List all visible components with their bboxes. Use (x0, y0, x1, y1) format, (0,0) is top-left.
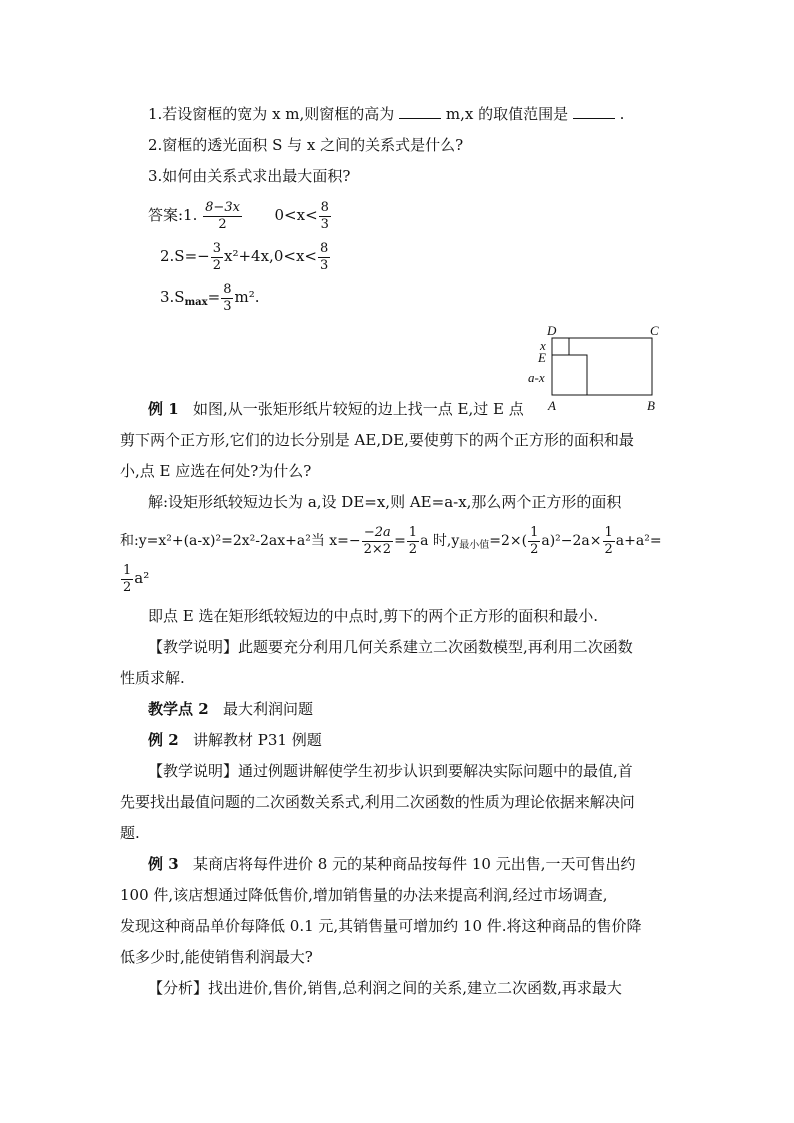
teaching-note-1: 【教学说明】此题要充分利用几何关系建立二次函数模型,再利用二次函数 (148, 638, 633, 656)
question-2: 2.窗框的透光面积 S 与 x 之间的关系式是什么? (148, 136, 464, 154)
answer-1: 答案:1. $\frac{8-3x}{2}$ 0<x< $\frac{8}{3}$ (148, 199, 329, 232)
label-b: B (647, 398, 655, 413)
example-1-line-2: 剪下两个正方形,它们的边长分别是 AE,DE,要使剪下的两个正方形的面积和最 (120, 431, 634, 449)
fraction: $\frac{8}{3}$ (319, 240, 329, 273)
answer-3: $3.S_{max}=$ $\frac{8}{3}$ m². (160, 281, 260, 314)
label-a: A (548, 398, 556, 413)
solution-line-1: 解:设矩形纸较短边长为 a,设 DE=x,则 AE=a-x,那么两个正方形的面积 (148, 493, 622, 511)
teaching-note-2: 【教学说明】通过例题讲解使学生初步认识到要解决实际问题中的最值,首 (148, 762, 633, 780)
example-3-line-4: 低多少时,能使销售利润最大? (120, 948, 313, 966)
fraction: $\frac{8}{3}$ (223, 281, 232, 314)
fraction: $\frac{1}{2}$ (123, 562, 132, 595)
teaching-note-2-cont: 先要找出最值问题的二次函数关系式,利用二次函数的性质为理论依据来解决问 (120, 793, 635, 811)
example-1-line-3: 小,点 E 应选在何处?为什么? (120, 462, 312, 480)
example-2: 例 2 讲解教材 P31 例题 (148, 731, 322, 749)
rectangle-abcd (552, 338, 652, 395)
label-x: x (540, 338, 546, 353)
answer-blank (399, 105, 441, 119)
fraction: $\frac{-2a}{2\times 2}$ (363, 524, 392, 557)
example-3-line-2: 100 件,该店想通过降低售价,增加销售量的办法来提高利润,经过市场调查, (120, 886, 608, 904)
label-e: E (538, 350, 546, 365)
large-square (552, 355, 587, 395)
fraction: $\frac{1}{2}$ (530, 524, 539, 557)
label-d: D (547, 323, 557, 338)
example-1-line-1: 例 1 如图,从一张矩形纸片较短的边上找一点 E,过 E 点 (148, 400, 524, 418)
example-3-line-3: 发现这种商品单价每降低 0.1 元,其销售量可增加约 10 件.将这种商品的售价降 (120, 917, 642, 935)
analysis: 【分析】找出进价,售价,销售,总利润之间的关系,建立二次函数,再求最大 (148, 979, 622, 997)
teaching-note-1-cont: 性质求解. (120, 669, 185, 687)
rectangle-diagram (520, 322, 670, 414)
fraction: $\frac{3}{2}$ (212, 240, 222, 273)
question-3: 3.如何由关系式求出最大面积? (148, 167, 351, 185)
conclusion: 即点 E 选在矩形纸较短边的中点时,剪下的两个正方形的面积和最小. (148, 607, 599, 625)
answer-2: 2.S=− $\frac{3}{2}$ x²+4x,0<x< $\frac{8}{3}$ (160, 240, 329, 273)
fraction: $\frac{1}{2}$ (604, 524, 613, 557)
fraction: $\frac{8}{3}$ (320, 199, 329, 232)
example-3-line-1: 例 3 某商店将每件进价 8 元的某种商品按每件 10 元出售,一天可售出约 (148, 855, 636, 873)
teaching-note-2-end: 题. (120, 824, 140, 842)
fraction: $\frac{1}{2}$ (408, 524, 418, 557)
fraction: $\frac{8-3x}{2}$ (205, 199, 240, 232)
label-c: C (650, 323, 659, 338)
teaching-point-2: 教学点 2 最大利润问题 (148, 700, 313, 718)
solution-line-3: $\frac{1}{2}$ a² (123, 562, 150, 595)
label-a-minus-x: a-x (528, 370, 545, 385)
solution-line-2: 和:y=x²+(a-x)²=2x²-2ax+a²当 x=− $\frac{-2a}{2\times 2}$ = $\frac{1}{2}$ a 时$,y_{最小值}=2\times$( $\frac{1}{2}$ a)²−2a× $\frac{1}{2}$ a+a²= (120, 524, 662, 557)
small-square (552, 338, 569, 355)
question-1: 1.若设窗框的宽为 x m,则窗框的高为 m,x 的取值范围是 . (148, 105, 625, 123)
answer-blank (573, 105, 615, 119)
